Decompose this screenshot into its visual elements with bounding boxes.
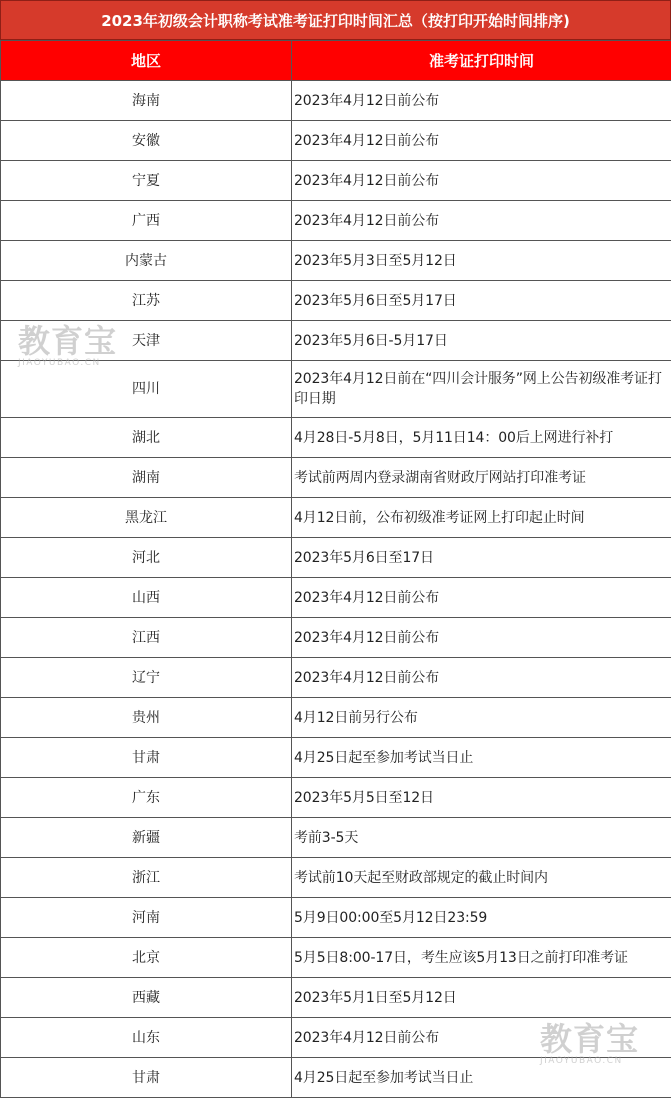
region-cell: 河南 xyxy=(1,898,292,938)
time-cell: 2023年4月12日前公布 xyxy=(292,81,671,121)
time-cell: 2023年5月6日至5月17日 xyxy=(292,281,671,321)
table-row xyxy=(1,818,671,858)
region-cell: 内蒙古 xyxy=(1,241,292,281)
table-row xyxy=(1,898,671,938)
table-row xyxy=(1,281,671,321)
time-cell: 2023年4月12日前公布 xyxy=(292,161,671,201)
table-row xyxy=(1,161,671,201)
time-cell: 4月25日起至参加考试当日止 xyxy=(292,738,671,778)
table-row xyxy=(1,698,671,738)
time-cell: 2023年5月6日至17日 xyxy=(292,538,671,578)
region-cell: 北京 xyxy=(1,938,292,978)
region-cell: 贵州 xyxy=(1,698,292,738)
region-cell: 天津 xyxy=(1,321,292,361)
table-row xyxy=(1,538,671,578)
table-title: 2023年初级会计职称考试准考证打印时间汇总（按打印开始时间排序) xyxy=(0,0,671,40)
time-cell: 4月25日起至参加考试当日止 xyxy=(292,1058,671,1098)
region-cell: 四川 xyxy=(1,361,292,418)
time-cell: 4月12日前，公布初级准考证网上打印起止时间 xyxy=(292,498,671,538)
time-cell: 考前3-5天 xyxy=(292,818,671,858)
region-cell: 辽宁 xyxy=(1,658,292,698)
region-cell: 河北 xyxy=(1,538,292,578)
region-cell: 黑龙江 xyxy=(1,498,292,538)
watermark-name: 教育宝 xyxy=(540,1022,639,1056)
table-row xyxy=(1,81,671,121)
table-row xyxy=(1,738,671,778)
header-row xyxy=(1,41,671,81)
table-row xyxy=(1,1058,671,1098)
table-row xyxy=(1,618,671,658)
time-cell: 5月9日00:00至5月12日23:59 xyxy=(292,898,671,938)
time-cell: 2023年4月12日前公布 xyxy=(292,1018,671,1058)
time-cell: 2023年5月1日至5月12日 xyxy=(292,978,671,1018)
table-row xyxy=(1,778,671,818)
region-cell: 江西 xyxy=(1,618,292,658)
table-row xyxy=(1,858,671,898)
time-cell: 5月5日8:00-17日，考生应该5月13日之前打印准考证 xyxy=(292,938,671,978)
region-cell: 甘肃 xyxy=(1,1058,292,1098)
time-cell: 2023年5月5日至12日 xyxy=(292,778,671,818)
time-cell: 4月12日前另行公布 xyxy=(292,698,671,738)
region-cell: 新疆 xyxy=(1,818,292,858)
table-row xyxy=(1,121,671,161)
time-cell: 2023年5月3日至5月12日 xyxy=(292,241,671,281)
schedule-table xyxy=(0,40,671,1098)
table-row xyxy=(1,658,671,698)
table-row xyxy=(1,458,671,498)
table-row xyxy=(1,201,671,241)
region-cell: 浙江 xyxy=(1,858,292,898)
region-cell: 山东 xyxy=(1,1018,292,1058)
region-cell: 广东 xyxy=(1,778,292,818)
region-cell: 江苏 xyxy=(1,281,292,321)
table-row xyxy=(1,978,671,1018)
region-cell: 甘肃 xyxy=(1,738,292,778)
watermark-domain: JIAOYUBAO.CN xyxy=(18,358,117,368)
time-cell: 2023年4月12日前公布 xyxy=(292,121,671,161)
table-row xyxy=(1,938,671,978)
table-row xyxy=(1,321,671,361)
table-row xyxy=(1,578,671,618)
table-row xyxy=(1,361,671,418)
time-cell: 2023年4月12日前公布 xyxy=(292,201,671,241)
header-time: 准考证打印时间 xyxy=(292,41,671,81)
region-cell: 安徽 xyxy=(1,121,292,161)
time-cell: 考试前两周内登录湖南省财政厅网站打印准考证 xyxy=(292,458,671,498)
region-cell: 山西 xyxy=(1,578,292,618)
time-cell: 2023年4月12日前公布 xyxy=(292,578,671,618)
watermark-name: 教育宝 xyxy=(18,324,117,358)
time-cell: 2023年4月12日前公布 xyxy=(292,658,671,698)
watermark-domain: JIAOYUBAO.CN xyxy=(540,1056,639,1066)
time-cell: 2023年4月12日前在“四川会计服务”网上公告初级准考证打印日期 xyxy=(292,361,671,418)
region-cell: 湖北 xyxy=(1,418,292,458)
table-row xyxy=(1,1018,671,1058)
table-body xyxy=(1,81,671,1098)
region-cell: 湖南 xyxy=(1,458,292,498)
region-cell: 西藏 xyxy=(1,978,292,1018)
time-cell: 2023年5月6日-5月17日 xyxy=(292,321,671,361)
time-cell: 4月28日-5月8日，5月11日14：00后上网进行补打 xyxy=(292,418,671,458)
region-cell: 广西 xyxy=(1,201,292,241)
time-cell: 2023年4月12日前公布 xyxy=(292,618,671,658)
table-row xyxy=(1,498,671,538)
time-cell: 考试前10天起至财政部规定的截止时间内 xyxy=(292,858,671,898)
region-cell: 宁夏 xyxy=(1,161,292,201)
region-cell: 海南 xyxy=(1,81,292,121)
header-region: 地区 xyxy=(1,41,292,81)
table-row xyxy=(1,418,671,458)
table-row xyxy=(1,241,671,281)
